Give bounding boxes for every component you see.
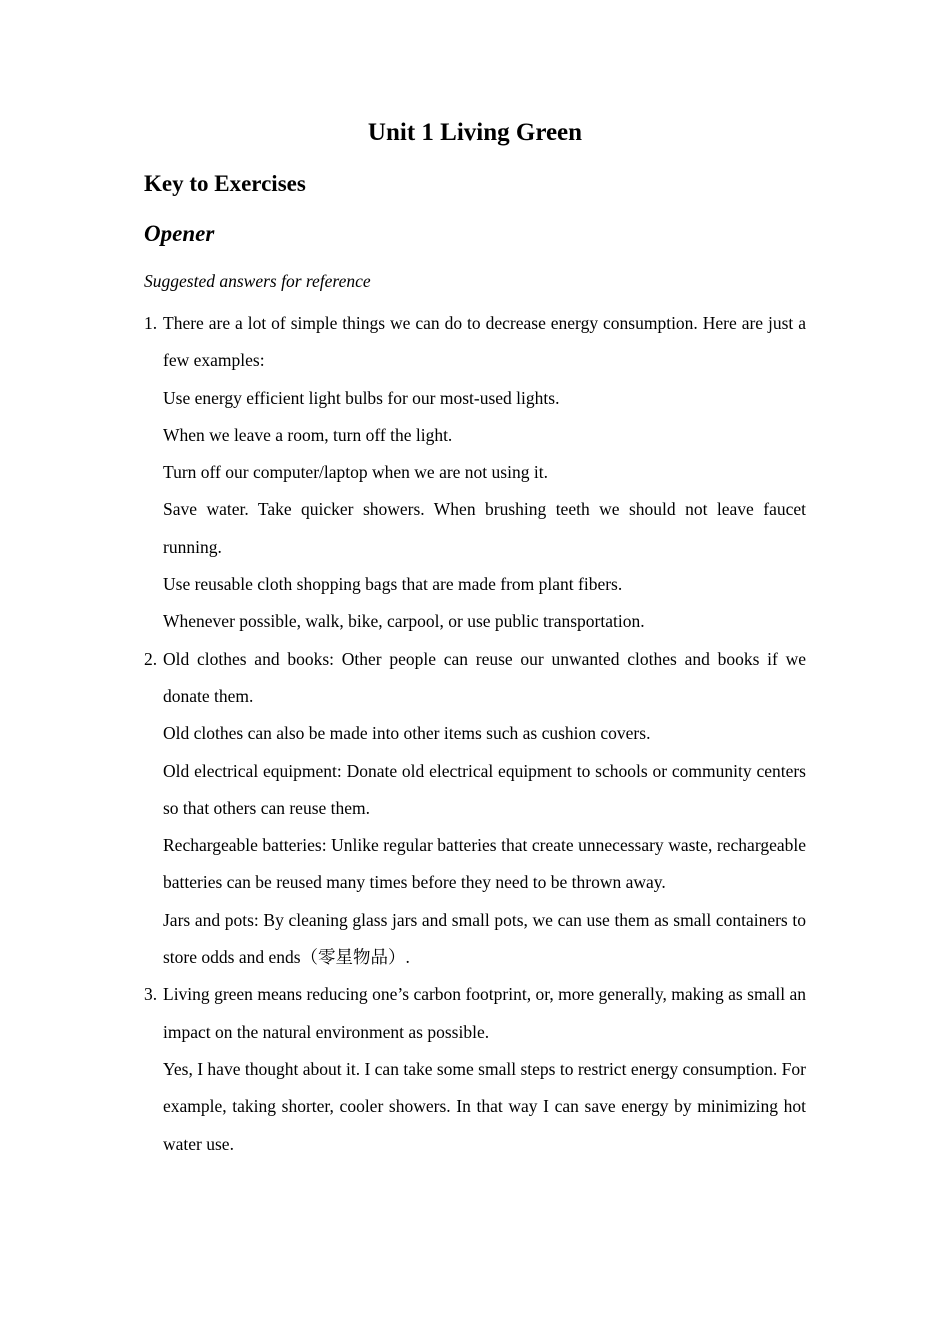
item-number: 1. <box>144 313 158 333</box>
item-number: 3. <box>144 984 158 1005</box>
item-paragraph: Whenever possible, walk, bike, carpool, or use public transportation. <box>163 611 645 632</box>
item-paragraph: Jars and pots: By cleaning glass jars and small pots, we can use them as small containers to store odds and ends（零星物品）. <box>163 909 806 968</box>
item-paragraph: Use energy efficient light bulbs for our most-used lights. <box>163 387 560 408</box>
section-heading: Key to Exercises <box>144 171 306 196</box>
item-paragraph: When we leave a room, turn off the light. <box>163 424 453 445</box>
item-number: 2. <box>144 648 158 669</box>
document-title: Unit 1 Living Green <box>367 119 583 146</box>
answer-list <box>144 305 806 1163</box>
subsection-heading: Opener <box>144 221 215 246</box>
item-paragraph: Rechargeable batteries: Unlike regular batteries that create unnecessary waste, rechargeable batteries can be reused many times before they need to be thrown away. <box>163 835 806 893</box>
answer-item-2 <box>144 641 806 977</box>
item-paragraph: Turn off our computer/laptop when we are not using it. <box>163 462 548 483</box>
item-paragraph: There are a lot of simple things we can do to decrease energy consumption. Here are just a few examples: <box>163 313 806 371</box>
reference-note: Suggested answers for reference <box>144 271 371 291</box>
item-paragraph: Use reusable cloth shopping bags that are made from plant fibers. <box>163 574 623 595</box>
item-paragraph: Old clothes can also be made into other items such as cushion covers. <box>163 723 651 744</box>
item-paragraph: Old electrical equipment: Donate old electrical equipment to schools or community centers so that others can reuse them. <box>163 760 806 818</box>
item-paragraph: Living green means reducing one’s carbon footprint, or, more generally, making as small an impact on the natural environment as possible. <box>163 984 806 1042</box>
item-paragraph: Save water. Take quicker showers. When brushing teeth we should not leave faucet running. <box>163 499 806 557</box>
answer-item-1 <box>144 305 806 641</box>
item-paragraph: Yes, I have thought about it. I can take some small steps to restrict energy consumption. For example, taking shorter, cooler showers. In that way I can save energy by minimizing hot water use. <box>163 1058 806 1154</box>
answer-item-3 <box>144 976 806 1162</box>
item-paragraph: Old clothes and books: Other people can reuse our unwanted clothes and books if we donate them. <box>163 648 806 706</box>
